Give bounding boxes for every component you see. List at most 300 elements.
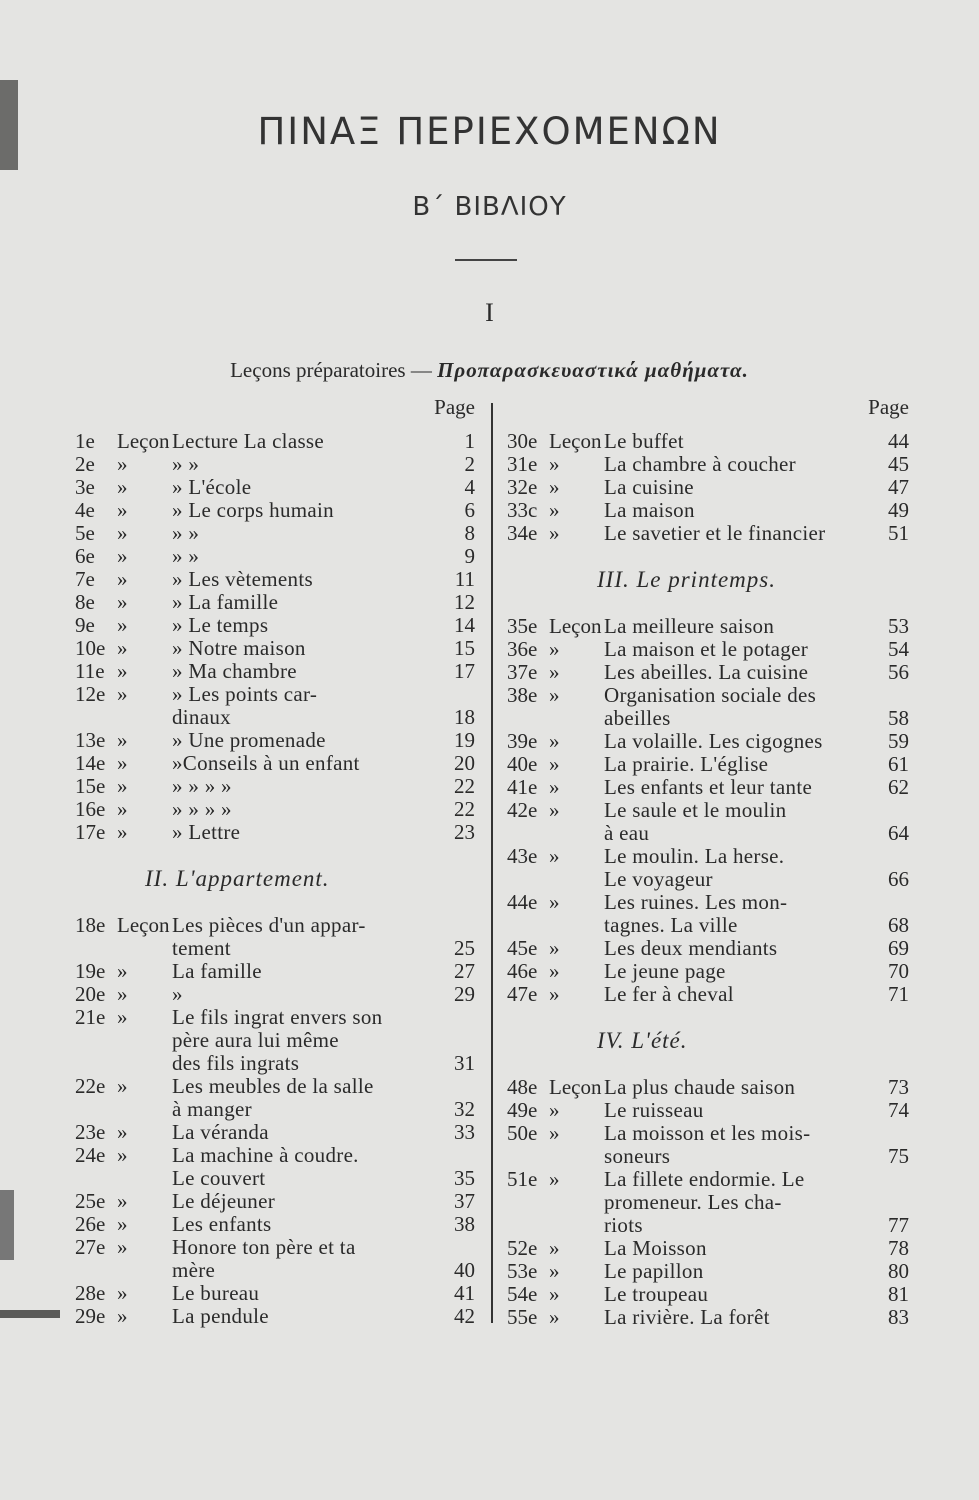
toc-entry bbox=[75, 1190, 475, 1213]
entry-title: » » bbox=[172, 544, 200, 568]
entry-number: 38e bbox=[507, 683, 538, 707]
entry-page: 64 bbox=[888, 821, 909, 845]
entry-lecon: » bbox=[117, 820, 128, 844]
entry-title: La plus chaude saison bbox=[604, 1075, 796, 1099]
entry-title: tement bbox=[172, 936, 231, 960]
entry-lecon bbox=[549, 1145, 604, 1168]
section-title: III. Le printemps. bbox=[597, 567, 776, 592]
toc-entry bbox=[507, 960, 909, 983]
toc-entry bbox=[507, 1237, 909, 1260]
entry-lecon: » bbox=[117, 1143, 128, 1167]
toc-entry bbox=[507, 1306, 909, 1329]
toc-list bbox=[507, 1076, 909, 1329]
entry-page: 41 bbox=[454, 1281, 475, 1305]
entry-lecon: » bbox=[117, 1304, 128, 1328]
entry-lecon: » bbox=[117, 452, 128, 476]
toc-entry bbox=[75, 545, 475, 568]
entry-lecon bbox=[549, 914, 604, 937]
entry-page bbox=[879, 1168, 909, 1191]
entry-title: » Les points car- bbox=[172, 682, 318, 706]
entry-number: 46e bbox=[507, 959, 538, 983]
toc-entry bbox=[75, 1236, 475, 1259]
entry-lecon: Leçon bbox=[549, 1075, 602, 1099]
entry-page bbox=[879, 684, 909, 707]
toc-entry bbox=[75, 1305, 475, 1328]
entry-number bbox=[75, 937, 117, 960]
entry-lecon: Leçon bbox=[549, 429, 602, 453]
entry-number: 51e bbox=[507, 1167, 538, 1191]
entry-page: 2 bbox=[464, 452, 475, 476]
entry-number: 25e bbox=[75, 1189, 106, 1213]
entry-page bbox=[879, 799, 909, 822]
title-rule bbox=[455, 259, 517, 261]
entry-number: 23e bbox=[75, 1120, 106, 1144]
toc-entry bbox=[75, 937, 475, 960]
entry-number: 35e bbox=[507, 614, 538, 638]
toc-entry bbox=[507, 1260, 909, 1283]
entry-page: 35 bbox=[454, 1166, 475, 1190]
entry-number: 7e bbox=[75, 567, 95, 591]
entry-page bbox=[879, 845, 909, 868]
entry-lecon bbox=[117, 937, 172, 960]
entry-title: Le fer à cheval bbox=[604, 982, 734, 1006]
entry-title: à eau bbox=[604, 821, 650, 845]
toc-entry bbox=[507, 891, 909, 914]
entry-number: 11e bbox=[75, 659, 105, 683]
page-edge-stain bbox=[0, 1310, 60, 1318]
entry-title: Le ruisseau bbox=[604, 1098, 704, 1122]
entry-lecon: Leçon bbox=[117, 429, 170, 453]
entry-number: 16e bbox=[75, 797, 106, 821]
entry-number: 1e bbox=[75, 429, 95, 453]
entry-page: 9 bbox=[464, 544, 475, 568]
entry-number: 14e bbox=[75, 751, 106, 775]
toc-entry bbox=[75, 1075, 475, 1098]
toc-entry bbox=[507, 822, 909, 845]
entry-title: Lecture La classe bbox=[172, 429, 325, 453]
entry-title: » Une promenade bbox=[172, 728, 326, 752]
entry-number: 4e bbox=[75, 498, 95, 522]
toc-entry bbox=[507, 914, 909, 937]
entry-page: 78 bbox=[888, 1236, 909, 1260]
entry-number bbox=[75, 1052, 117, 1075]
entry-number bbox=[507, 868, 549, 891]
entry-number: 47e bbox=[507, 982, 538, 1006]
entry-number bbox=[507, 914, 549, 937]
entry-page: 49 bbox=[888, 498, 909, 522]
entry-number: 20e bbox=[75, 982, 106, 1006]
entry-number: 27e bbox=[75, 1235, 106, 1259]
toc-entry bbox=[75, 983, 475, 1006]
entry-number: 30e bbox=[507, 429, 538, 453]
entry-lecon: » bbox=[117, 797, 128, 821]
entry-number: 13e bbox=[75, 728, 106, 752]
entry-lecon: » bbox=[549, 683, 560, 707]
toc-entry bbox=[507, 638, 909, 661]
entry-title: » Le temps bbox=[172, 613, 269, 637]
entry-lecon: » bbox=[549, 959, 560, 983]
toc-entry bbox=[75, 1167, 475, 1190]
entry-number bbox=[507, 822, 549, 845]
entry-page: 27 bbox=[454, 959, 475, 983]
toc-list bbox=[507, 430, 909, 545]
entry-number: 32e bbox=[507, 475, 538, 499]
entry-lecon: » bbox=[549, 1167, 560, 1191]
entry-title: Les meubles de la salle bbox=[172, 1074, 374, 1098]
entry-lecon bbox=[117, 1052, 172, 1075]
entry-lecon bbox=[549, 1191, 604, 1214]
entry-title: » bbox=[172, 982, 183, 1006]
entry-lecon: » bbox=[549, 1098, 560, 1122]
entry-number: 49e bbox=[507, 1098, 538, 1122]
entry-number: 33c bbox=[507, 498, 538, 522]
entry-title: Le fils ingrat envers son bbox=[172, 1005, 383, 1029]
toc-entry bbox=[507, 1099, 909, 1122]
entry-number bbox=[507, 1145, 549, 1168]
toc-entry bbox=[75, 821, 475, 844]
toc-entry bbox=[75, 591, 475, 614]
entry-lecon: » bbox=[117, 1212, 128, 1236]
entry-lecon: » bbox=[549, 1305, 560, 1329]
toc-entry bbox=[75, 568, 475, 591]
entry-page: 81 bbox=[888, 1282, 909, 1306]
entry-lecon: » bbox=[549, 798, 560, 822]
entry-page: 58 bbox=[888, 706, 909, 730]
entry-lecon: » bbox=[117, 659, 128, 683]
toc-entry bbox=[75, 614, 475, 637]
entry-lecon: » bbox=[549, 729, 560, 753]
entry-number: 44e bbox=[507, 890, 538, 914]
entry-page: 11 bbox=[454, 567, 475, 591]
toc-entry bbox=[75, 1144, 475, 1167]
entry-title: soneurs bbox=[604, 1144, 671, 1168]
toc-entry bbox=[507, 1191, 909, 1214]
entry-title: La pendule bbox=[172, 1304, 269, 1328]
toc-entry bbox=[75, 752, 475, 775]
entry-title: tagnes. La ville bbox=[604, 913, 738, 937]
entry-number: 41e bbox=[507, 775, 538, 799]
toc-entry bbox=[507, 1145, 909, 1168]
entry-title: abeilles bbox=[604, 706, 671, 730]
entry-page: 22 bbox=[454, 797, 475, 821]
entry-lecon: » bbox=[117, 498, 128, 522]
entry-title: Les deux mendiants bbox=[604, 936, 778, 960]
toc-entry bbox=[507, 868, 909, 891]
entry-page: 44 bbox=[888, 429, 909, 453]
entry-lecon: » bbox=[117, 1005, 128, 1029]
entry-title: » Ma chambre bbox=[172, 659, 297, 683]
entry-page: 69 bbox=[888, 936, 909, 960]
entry-number: 54e bbox=[507, 1282, 538, 1306]
entry-lecon: » bbox=[117, 1074, 128, 1098]
entry-page: 38 bbox=[454, 1212, 475, 1236]
entry-page bbox=[445, 1029, 475, 1052]
toc-entry bbox=[507, 707, 909, 730]
entry-page bbox=[445, 1236, 475, 1259]
page-column-label: Page bbox=[434, 395, 475, 419]
entry-lecon bbox=[117, 706, 172, 729]
entry-page: 14 bbox=[454, 613, 475, 637]
toc-entry bbox=[507, 522, 909, 545]
entry-page: 71 bbox=[888, 982, 909, 1006]
entry-lecon: » bbox=[549, 844, 560, 868]
entry-title: » » » » bbox=[172, 797, 232, 821]
entry-page: 25 bbox=[454, 936, 475, 960]
page-column-label: Page bbox=[868, 395, 909, 419]
entry-number: 26e bbox=[75, 1212, 106, 1236]
page-edge-stain bbox=[0, 1190, 14, 1260]
entry-page bbox=[445, 683, 475, 706]
entry-title: Les abeilles. La cuisine bbox=[604, 660, 809, 684]
entry-number: 24e bbox=[75, 1143, 106, 1167]
entry-title: La prairie. L'église bbox=[604, 752, 769, 776]
entry-number: 5e bbox=[75, 521, 95, 545]
entry-number: 22e bbox=[75, 1074, 106, 1098]
entry-number: 12e bbox=[75, 682, 106, 706]
entry-title: La moisson et les mois- bbox=[604, 1121, 811, 1145]
entry-page: 12 bbox=[454, 590, 475, 614]
toc-entry bbox=[507, 661, 909, 684]
toc-entry bbox=[75, 1029, 475, 1052]
entry-page: 19 bbox=[454, 728, 475, 752]
entry-page bbox=[879, 891, 909, 914]
toc-entry bbox=[75, 476, 475, 499]
entry-title: Les enfants bbox=[172, 1212, 272, 1236]
entry-title: La maison bbox=[604, 498, 695, 522]
entry-lecon bbox=[117, 1029, 172, 1052]
entry-title: Le saule et le moulin bbox=[604, 798, 787, 822]
toc-entry bbox=[75, 775, 475, 798]
toc-entry bbox=[507, 1122, 909, 1145]
entry-page: 70 bbox=[888, 959, 909, 983]
entry-title: Le déjeuner bbox=[172, 1189, 275, 1213]
entry-lecon: » bbox=[549, 475, 560, 499]
entry-page: 20 bbox=[454, 751, 475, 775]
entry-page: 22 bbox=[454, 774, 475, 798]
entry-lecon: » bbox=[117, 521, 128, 545]
entry-number bbox=[75, 1167, 117, 1190]
intro-french: Leçons préparatoires — bbox=[230, 358, 432, 382]
entry-page: 32 bbox=[454, 1097, 475, 1121]
entry-page: 1 bbox=[464, 429, 475, 453]
entry-number: 18e bbox=[75, 913, 106, 937]
toc-entry bbox=[75, 1282, 475, 1305]
entry-number: 43e bbox=[507, 844, 538, 868]
entry-title: La cuisine bbox=[604, 475, 694, 499]
toc-entry bbox=[507, 776, 909, 799]
entry-page: 59 bbox=[888, 729, 909, 753]
entry-number bbox=[75, 1259, 117, 1282]
entry-lecon: Leçon bbox=[549, 614, 602, 638]
entry-title: père aura lui même bbox=[172, 1028, 339, 1052]
toc-entry bbox=[75, 1259, 475, 1282]
toc-entry bbox=[75, 706, 475, 729]
entry-title: »Conseils à un enfant bbox=[172, 751, 360, 775]
toc-entry bbox=[507, 1214, 909, 1237]
entry-title: » La famille bbox=[172, 590, 279, 614]
section-title: II. L'appartement. bbox=[145, 866, 330, 891]
entry-title: des fils ingrats bbox=[172, 1051, 300, 1075]
entry-page: 42 bbox=[454, 1304, 475, 1328]
entry-title: » Le corps humain bbox=[172, 498, 334, 522]
entry-number bbox=[507, 1214, 549, 1237]
entry-number: 6e bbox=[75, 544, 95, 568]
entry-number: 19e bbox=[75, 959, 106, 983]
entry-page: 23 bbox=[454, 820, 475, 844]
entry-page: 6 bbox=[464, 498, 475, 522]
toc-entry bbox=[75, 1006, 475, 1029]
entry-number: 55e bbox=[507, 1305, 538, 1329]
entry-page: 73 bbox=[888, 1075, 909, 1099]
column-divider bbox=[491, 403, 493, 1323]
page-title: ΠΙΝΑΞ ΠΕΡΙΕΧΟΜΕΝΩΝ bbox=[257, 110, 722, 153]
entry-number: 3e bbox=[75, 475, 95, 499]
toc-entry bbox=[75, 637, 475, 660]
entry-number: 48e bbox=[507, 1075, 538, 1099]
entry-title: La fillete endormie. Le bbox=[604, 1167, 805, 1191]
entry-lecon: » bbox=[117, 636, 128, 660]
entry-title: La maison et le potager bbox=[604, 637, 808, 661]
entry-lecon bbox=[549, 868, 604, 891]
entry-page: 31 bbox=[454, 1051, 475, 1075]
entry-number: 31e bbox=[507, 452, 538, 476]
toc-entry bbox=[507, 1076, 909, 1099]
entry-title: riots bbox=[604, 1213, 643, 1237]
toc-entry bbox=[75, 660, 475, 683]
entry-title: Le voyageur bbox=[604, 867, 713, 891]
entry-lecon: » bbox=[549, 660, 560, 684]
entry-title: » Les vètements bbox=[172, 567, 313, 591]
entry-page: 4 bbox=[464, 475, 475, 499]
toc-entry bbox=[507, 1283, 909, 1306]
entry-lecon: » bbox=[549, 1236, 560, 1260]
entry-number bbox=[75, 706, 117, 729]
entry-number: 28e bbox=[75, 1281, 106, 1305]
entry-page: 77 bbox=[888, 1213, 909, 1237]
toc-list bbox=[75, 430, 475, 844]
entry-number: 50e bbox=[507, 1121, 538, 1145]
entry-page bbox=[445, 1006, 475, 1029]
entry-page: 74 bbox=[888, 1098, 909, 1122]
entry-number: 9e bbox=[75, 613, 95, 637]
entry-page: 51 bbox=[888, 521, 909, 545]
toc-entry bbox=[507, 499, 909, 522]
entry-title: promeneur. Les cha- bbox=[604, 1190, 782, 1214]
entry-title: dinaux bbox=[172, 705, 231, 729]
entry-number: 15e bbox=[75, 774, 106, 798]
entry-page: 54 bbox=[888, 637, 909, 661]
entry-number: 52e bbox=[507, 1236, 538, 1260]
entry-title: Le jeune page bbox=[604, 959, 726, 983]
entry-page: 80 bbox=[888, 1259, 909, 1283]
toc-entry bbox=[75, 1052, 475, 1075]
entry-title: La meilleure saison bbox=[604, 614, 775, 638]
entry-title: La rivière. La forêt bbox=[604, 1305, 770, 1329]
entry-lecon: » bbox=[117, 728, 128, 752]
entry-title: La machine à coudre. bbox=[172, 1143, 359, 1167]
entry-title: » » bbox=[172, 452, 200, 476]
toc-entry bbox=[75, 914, 475, 937]
entry-page: 45 bbox=[888, 452, 909, 476]
entry-number: 10e bbox=[75, 636, 106, 660]
entry-lecon: » bbox=[117, 751, 128, 775]
entry-title: La véranda bbox=[172, 1120, 269, 1144]
entry-lecon: » bbox=[117, 959, 128, 983]
toc-entry bbox=[507, 476, 909, 499]
toc-entry bbox=[507, 799, 909, 822]
entry-title: Les pièces d'un appar- bbox=[172, 913, 366, 937]
toc-entry bbox=[507, 845, 909, 868]
entry-title: Organisation sociale des bbox=[604, 683, 817, 707]
entry-title: La Moisson bbox=[604, 1236, 707, 1260]
toc-entry bbox=[75, 960, 475, 983]
entry-lecon: » bbox=[117, 682, 128, 706]
toc-entry bbox=[507, 453, 909, 476]
entry-page: 40 bbox=[454, 1258, 475, 1282]
entry-page: 68 bbox=[888, 913, 909, 937]
toc-entry bbox=[507, 615, 909, 638]
entry-lecon: » bbox=[549, 1121, 560, 1145]
toc-entry bbox=[507, 1168, 909, 1191]
entry-title: Les enfants et leur tante bbox=[604, 775, 813, 799]
entry-title: » » bbox=[172, 521, 200, 545]
entry-number: 8e bbox=[75, 590, 95, 614]
entry-title: Le troupeau bbox=[604, 1282, 709, 1306]
toc-entry bbox=[75, 499, 475, 522]
entry-lecon: Leçon bbox=[117, 913, 170, 937]
entry-lecon: » bbox=[117, 613, 128, 637]
toc-entry bbox=[507, 983, 909, 1006]
entry-number bbox=[75, 1098, 117, 1121]
entry-title: à manger bbox=[172, 1097, 252, 1121]
toc-entry bbox=[75, 729, 475, 752]
entry-title: » Lettre bbox=[172, 820, 241, 844]
entry-lecon: » bbox=[117, 1189, 128, 1213]
entry-lecon: » bbox=[549, 752, 560, 776]
toc-entry bbox=[75, 522, 475, 545]
entry-page: 75 bbox=[888, 1144, 909, 1168]
entry-number bbox=[507, 1191, 549, 1214]
entry-number: 53e bbox=[507, 1259, 538, 1283]
entry-page: 33 bbox=[454, 1120, 475, 1144]
entry-lecon bbox=[549, 822, 604, 845]
entry-title: mère bbox=[172, 1258, 216, 1282]
entry-title: Le moulin. La herse. bbox=[604, 844, 785, 868]
toc-entry bbox=[75, 798, 475, 821]
entry-lecon bbox=[549, 1214, 604, 1237]
entry-lecon: » bbox=[117, 982, 128, 1006]
entry-page: 53 bbox=[888, 614, 909, 638]
right-column bbox=[507, 395, 909, 1329]
entry-title: Le bureau bbox=[172, 1281, 260, 1305]
entry-lecon: » bbox=[117, 1120, 128, 1144]
entry-page bbox=[445, 1144, 475, 1167]
toc-entry bbox=[75, 1098, 475, 1121]
entry-title: Le buffet bbox=[604, 429, 684, 453]
entry-lecon bbox=[549, 707, 604, 730]
entry-lecon: » bbox=[549, 637, 560, 661]
entry-number: 29e bbox=[75, 1304, 106, 1328]
entry-title: Le papillon bbox=[604, 1259, 704, 1283]
entry-title: Le couvert bbox=[172, 1166, 266, 1190]
entry-page: 61 bbox=[888, 752, 909, 776]
section-title: IV. L'été. bbox=[597, 1028, 688, 1053]
entry-number: 21e bbox=[75, 1005, 106, 1029]
toc-entry bbox=[75, 453, 475, 476]
entry-lecon: » bbox=[549, 1282, 560, 1306]
toc-entry bbox=[507, 937, 909, 960]
entry-page: 18 bbox=[454, 705, 475, 729]
